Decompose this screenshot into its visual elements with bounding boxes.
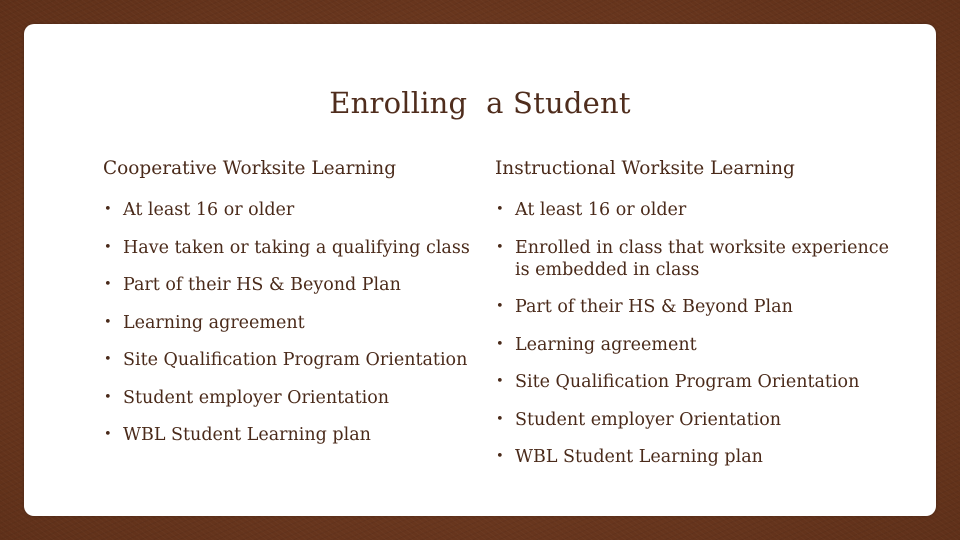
list-item <box>495 237 895 281</box>
list-item-text: Part of their HS & Beyond Plan <box>123 275 401 295</box>
list-item <box>495 334 895 356</box>
list-item-text: WBL Student Learning plan <box>515 447 763 467</box>
list-item <box>495 446 895 468</box>
bullet-icon: • <box>496 336 504 352</box>
list-item-text: At least 16 or older <box>123 200 295 220</box>
bullet-icon: • <box>496 239 504 255</box>
list-item-text: Learning agreement <box>123 312 305 333</box>
list-item-text: Student employer Orientation <box>515 409 782 430</box>
list-item <box>103 237 483 259</box>
bullet-icon: • <box>496 374 504 389</box>
list-item-text: Learning agreement <box>515 334 697 355</box>
list-item-text: Have taken or taking a qualifying class <box>123 237 470 258</box>
list-item-text: Student employer Orientation <box>123 387 390 408</box>
list-item <box>495 371 895 393</box>
list-item <box>103 312 483 334</box>
list-item <box>103 349 483 371</box>
left-column <box>103 158 483 462</box>
bullet-icon: • <box>104 389 112 405</box>
right-column <box>495 158 895 484</box>
list-item-text: Site Qualification Program Orientation <box>123 350 468 370</box>
bullet-icon: • <box>104 277 112 292</box>
slide-card <box>24 24 936 516</box>
list-item <box>495 296 895 318</box>
right-column-heading: Instructional Worksite Learning <box>495 158 795 179</box>
list-item <box>495 199 895 221</box>
bullet-icon: • <box>496 449 504 464</box>
right-bullet-list <box>495 199 895 468</box>
list-item-text: WBL Student Learning plan <box>123 425 371 445</box>
list-item <box>103 274 483 296</box>
list-item-text: At least 16 or older <box>515 200 687 220</box>
left-bullet-list <box>103 199 483 446</box>
list-item <box>495 409 895 431</box>
bullet-icon: • <box>496 202 504 217</box>
list-item <box>103 424 483 446</box>
bullet-icon: • <box>104 202 112 217</box>
bullet-icon: • <box>496 411 504 427</box>
bullet-icon: • <box>104 352 112 367</box>
left-column-heading: Cooperative Worksite Learning <box>103 158 397 179</box>
list-item <box>103 387 483 409</box>
bullet-icon: • <box>496 299 504 314</box>
bullet-icon: • <box>104 314 112 330</box>
slide-title: Enrolling a Student <box>329 86 631 120</box>
list-item-text: Site Qualification Program Orientation <box>515 372 860 392</box>
bullet-icon: • <box>104 427 112 442</box>
list-item-text: Part of their HS & Beyond Plan <box>515 297 793 317</box>
list-item-text: Enrolled in class that worksite experience is embedded in class <box>515 237 889 280</box>
bullet-icon: • <box>104 239 112 255</box>
list-item <box>103 199 483 221</box>
